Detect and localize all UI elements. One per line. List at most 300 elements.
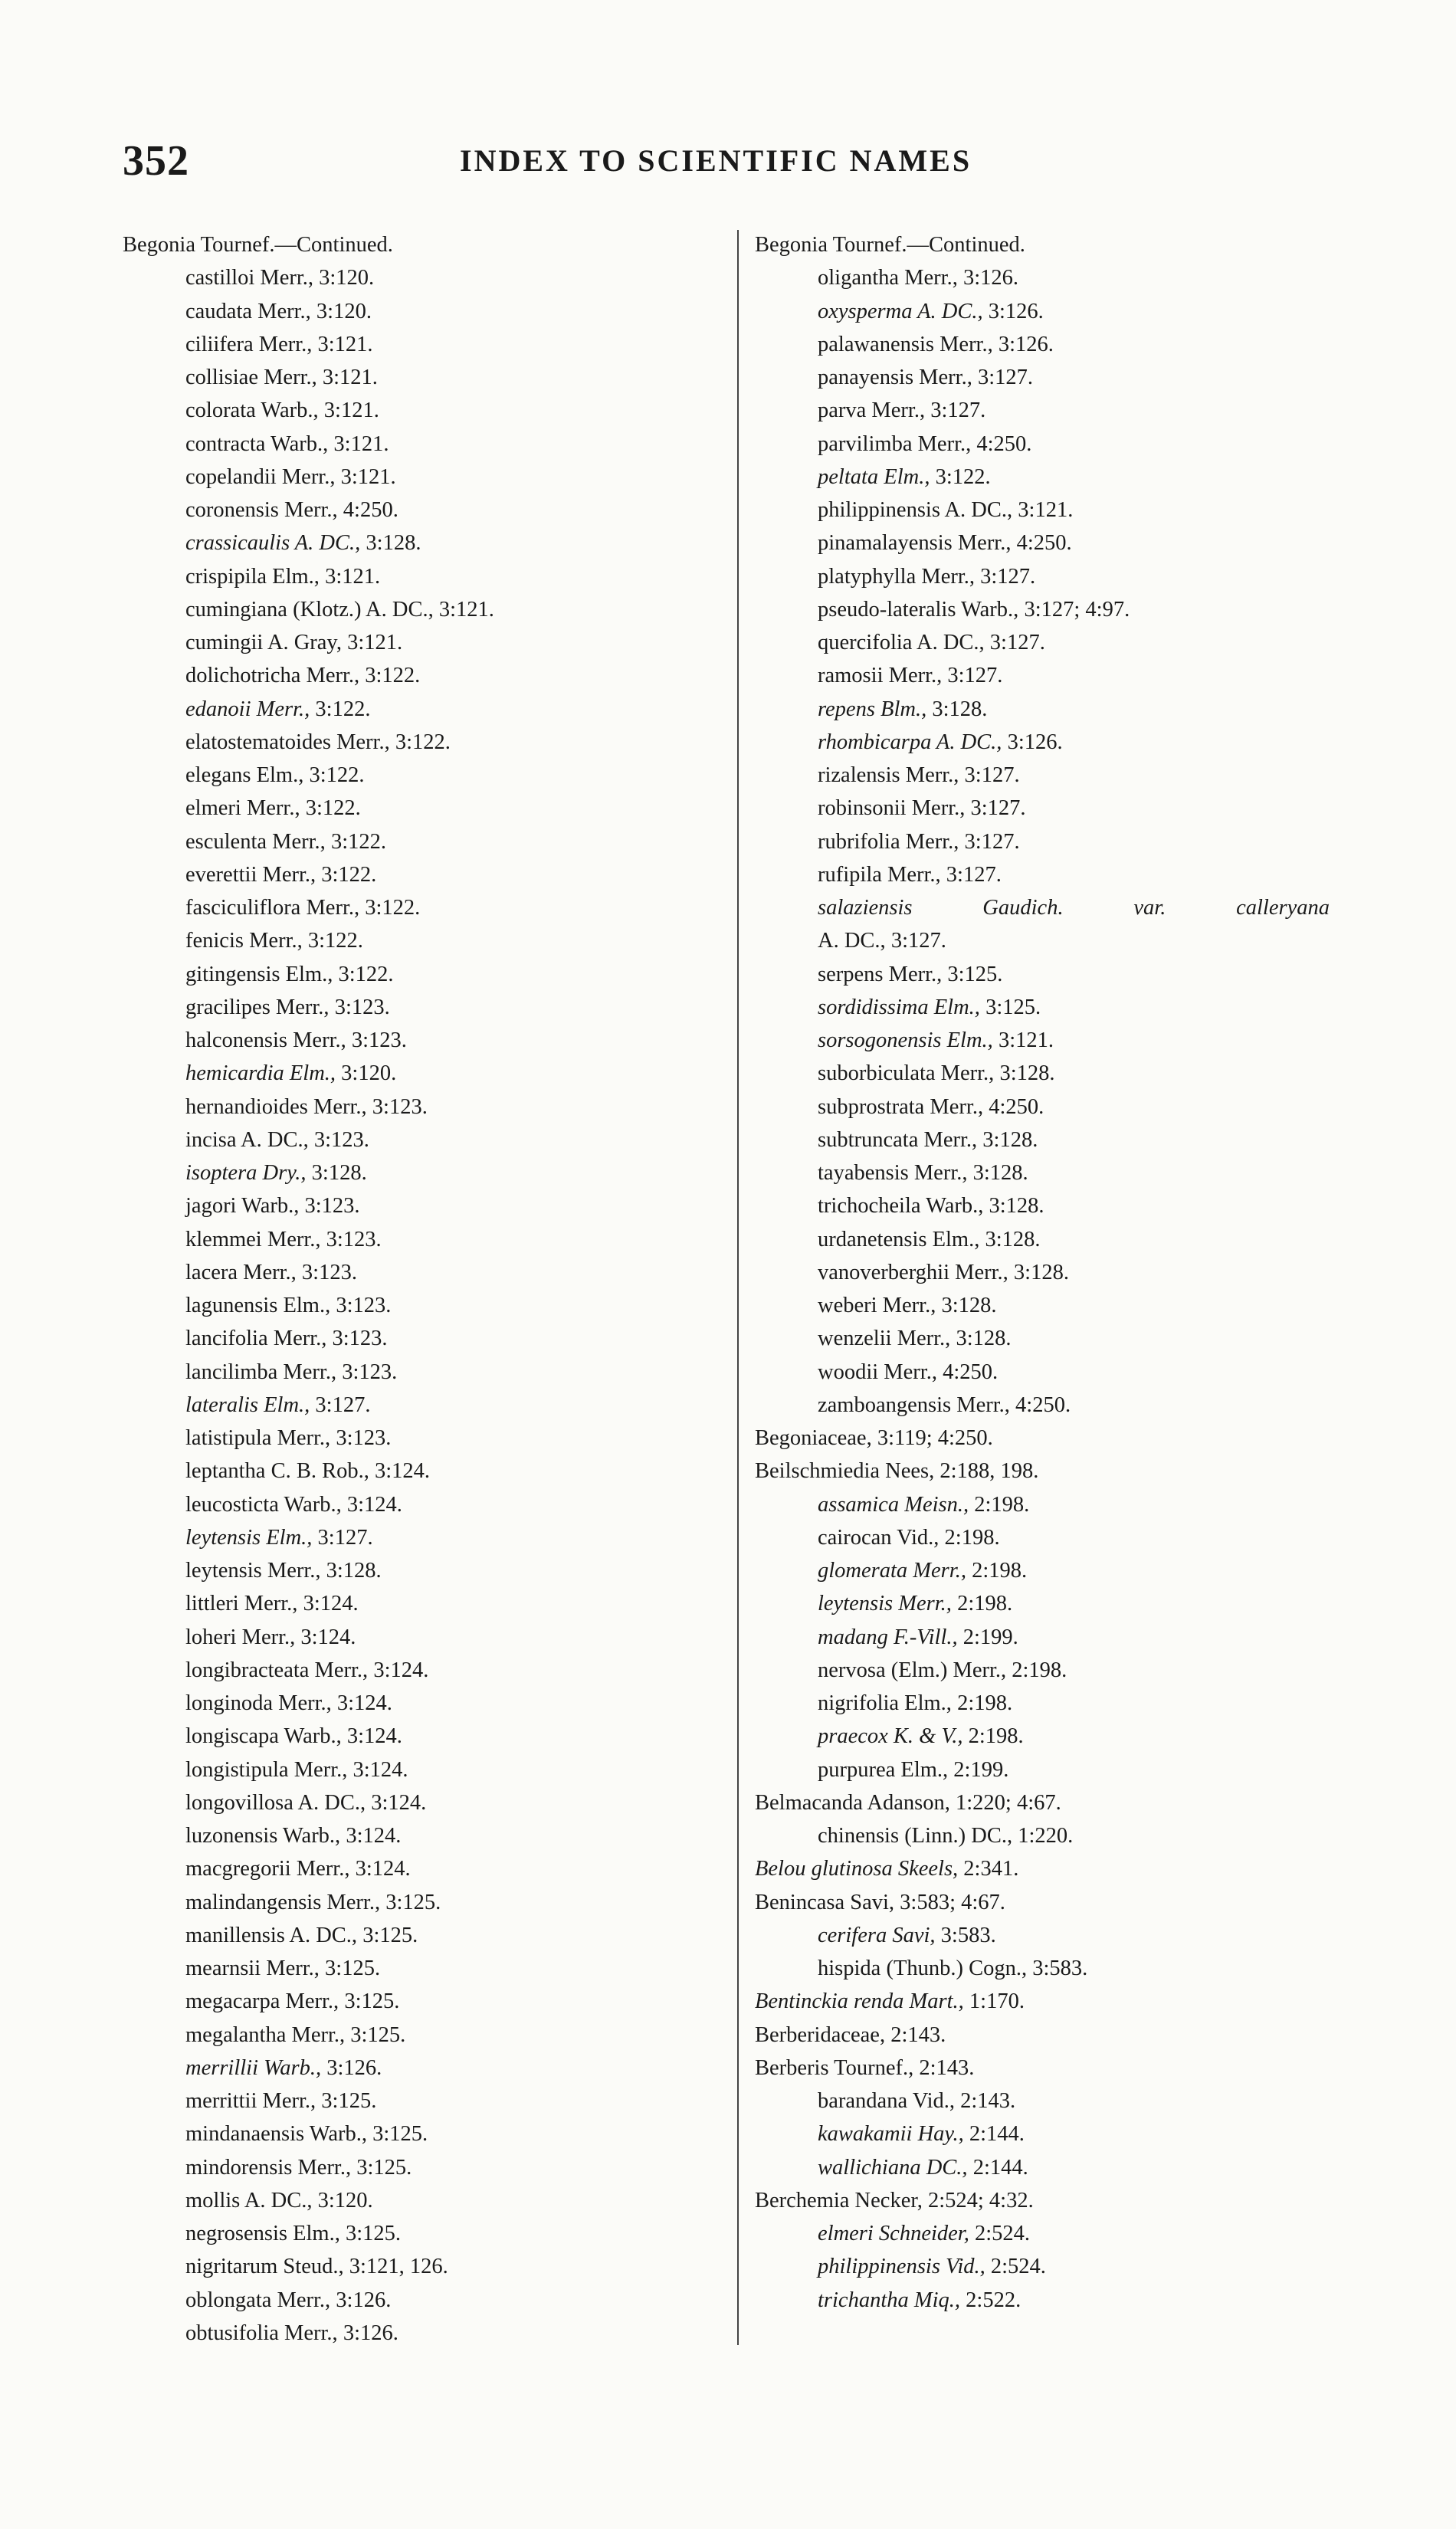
entry-name: salaziensis Gaudich. var. calleryana: [818, 896, 1330, 920]
index-entry: [123, 1455, 720, 1488]
entry-reference: 3:583.: [940, 1923, 996, 1947]
index-entry: [755, 1455, 1353, 1488]
entry-reference: 2:199.: [962, 1625, 1018, 1649]
index-entry: [123, 328, 720, 361]
entry-reference: 3:121.: [998, 1028, 1054, 1052]
entry-reference: 2:524.: [974, 2222, 1031, 2245]
entry-reference: 2:524; 4:32.: [927, 2188, 1034, 2212]
entry-name: isoptera Dry.,: [185, 1161, 307, 1185]
entry-name: elatostematoides Merr.,: [185, 730, 390, 754]
index-entry: [755, 924, 1353, 957]
entry-reference: 3:128.: [366, 531, 421, 556]
index-entry: [755, 2052, 1353, 2085]
index-entry: [123, 1189, 720, 1222]
entry-name: kawakamii Hay.,: [818, 2122, 964, 2147]
index-entry: [755, 1720, 1353, 1753]
entry-name: nervosa (Elm.) Merr.,: [818, 1658, 1007, 1682]
entry-reference: 3:127.: [970, 796, 1026, 821]
index-entry: [123, 428, 720, 461]
index-entry: [123, 1786, 720, 1819]
index-entry: [755, 1024, 1353, 1057]
entry-name: fenicis Merr.,: [185, 929, 303, 953]
entry-reference: 2:199.: [953, 1757, 1009, 1782]
index-entry: [123, 1720, 720, 1753]
index-entry: [755, 1256, 1353, 1289]
entry-reference: 3:124.: [355, 1857, 411, 1881]
index-entry: [755, 958, 1353, 991]
index-entry: [755, 526, 1353, 559]
index-entry: [123, 1289, 720, 1322]
entry-reference: 2:188, 198.: [940, 1459, 1039, 1484]
entry-reference: 2:198.: [974, 1492, 1030, 1517]
entry-name: peltata Elm.,: [818, 464, 930, 489]
index-entry: [123, 1952, 720, 1985]
entry-name: subprostrata Merr.,: [818, 1094, 984, 1119]
index-entry: [123, 858, 720, 891]
entry-name: platyphylla Merr.,: [818, 564, 975, 589]
entry-name: merrittii Merr.,: [185, 2089, 316, 2113]
entry-reference: 3:583.: [1032, 1957, 1088, 1980]
entry-reference: 3:124.: [346, 1724, 402, 1749]
index-entry: [123, 1422, 720, 1455]
entry-name: malindangensis Merr.,: [185, 1890, 381, 1914]
entry-name: parvilimba Merr.,: [818, 431, 972, 456]
index-entry: [755, 1389, 1353, 1422]
entry-reference: 3:126.: [326, 2055, 382, 2080]
index-entry: [755, 659, 1353, 692]
entry-reference: 3:127.: [317, 1525, 373, 1550]
entry-reference: 3:121.: [340, 464, 396, 489]
index-entry: [755, 1123, 1353, 1156]
entry-reference: 3:128.: [989, 1194, 1044, 1219]
index-entry: [755, 461, 1353, 494]
index-entry: [123, 593, 720, 626]
entry-name: trichocheila Warb.,: [818, 1194, 984, 1219]
index-entry: [123, 1488, 720, 1521]
entry-reference: 3:121.: [317, 332, 373, 356]
index-entry: [123, 1587, 720, 1620]
index-entry: [123, 825, 720, 858]
entry-reference: 4:250.: [1016, 531, 1072, 556]
entry-reference: 3:128.: [326, 1559, 382, 1583]
entry-reference: 3:121.: [323, 399, 379, 423]
entry-name: serpens Merr.,: [818, 962, 943, 986]
index-entry: [755, 1057, 1353, 1090]
entry-name: Belou glutinosa Skeels,: [755, 1857, 959, 1881]
entry-name: rufipila Merr.,: [818, 862, 941, 887]
entry-reference: 3:127.: [964, 763, 1020, 787]
index-entry: [123, 228, 720, 261]
entry-name: castilloi Merr.,: [185, 266, 314, 290]
entry-name: Beilschmiedia Nees,: [755, 1459, 935, 1484]
entry-name: edanoii Merr.,: [185, 697, 310, 721]
index-entry: [123, 2317, 720, 2350]
entry-name: mindorensis Merr.,: [185, 2155, 352, 2180]
index-entry: [123, 2151, 720, 2184]
entry-reference: 3:121.: [322, 366, 378, 389]
entry-name: madang F.-Vill.,: [818, 1625, 958, 1649]
index-entry: [755, 825, 1353, 858]
entry-name: klemmei Merr.,: [185, 1227, 321, 1251]
index-entry: [755, 1952, 1353, 1985]
index-entry: [123, 1322, 720, 1355]
index-entry: [123, 626, 720, 659]
entry-reference: 2:198.: [1012, 1658, 1067, 1682]
index-entry: [123, 1687, 720, 1720]
index-entry: [123, 1852, 720, 1885]
index-entry: [123, 1024, 720, 1057]
entry-reference: 3:122.: [395, 730, 451, 754]
entry-name: jagori Warb.,: [185, 1194, 300, 1219]
index-entry: [755, 1654, 1353, 1687]
index-entry: [123, 394, 720, 427]
entry-reference: 3:123.: [334, 995, 390, 1019]
index-entry: [123, 1057, 720, 1090]
entry-reference: 3:124.: [346, 1824, 402, 1848]
entry-reference: 3:125.: [344, 1989, 400, 2014]
index-entry: [123, 494, 720, 526]
entry-reference: 3:121.: [438, 597, 494, 622]
index-entry: [755, 1886, 1353, 1919]
entry-reference: 3:123.: [336, 1294, 392, 1317]
entry-reference: 3:125.: [372, 2122, 428, 2147]
entry-name: ciliifera Merr.,: [185, 332, 313, 356]
entry-reference: 2:524.: [990, 2255, 1046, 2279]
entry-reference: 3:125.: [325, 1957, 381, 1980]
entry-name: Berberidaceae,: [755, 2022, 886, 2047]
entry-reference: 2:198.: [957, 1592, 1013, 1616]
entry-reference: 3:127.: [964, 829, 1020, 854]
entry-name: lacera Merr.,: [185, 1260, 297, 1284]
entry-name: purpurea Elm.,: [818, 1757, 949, 1782]
entry-name: cumingiana (Klotz.) A. DC.,: [185, 597, 434, 622]
index-entry: [755, 2284, 1353, 2317]
index-entry: [755, 1289, 1353, 1322]
entry-name: trichantha Miq.,: [818, 2288, 961, 2312]
index-entry: [755, 261, 1353, 294]
index-entry: [123, 2284, 720, 2317]
entry-name: latistipula Merr.,: [185, 1426, 331, 1450]
entry-name: Benincasa Savi,: [755, 1890, 895, 1914]
entry-name: crispipila Elm.,: [185, 564, 320, 589]
entry-name: rhombicarpa A. DC.,: [818, 730, 1002, 754]
entry-name: Berchemia Necker,: [755, 2188, 923, 2212]
entry-reference: 3:127.: [946, 862, 1002, 887]
entry-reference: 3:126.: [1007, 730, 1063, 754]
entry-name: elmeri Schneider,: [818, 2222, 969, 2245]
entry-reference: 3:126.: [336, 2288, 392, 2312]
entry-reference: 1:170.: [969, 1989, 1025, 2014]
entry-reference: 3:128.: [956, 1327, 1012, 1351]
entry-reference: 3:123.: [313, 1127, 369, 1152]
entry-name: palawanensis Merr.,: [818, 332, 993, 356]
index-entry: [123, 1123, 720, 1156]
index-entry: [755, 361, 1353, 394]
entry-name: Begonia Tournef.—Continued.: [755, 233, 1025, 257]
index-column-right: [755, 228, 1353, 2317]
index-entry: [123, 1223, 720, 1256]
entry-reference: 2:143.: [960, 2089, 1016, 2113]
entry-reference: 3:125.: [362, 1923, 418, 1947]
entry-name: vanoverberghii Merr.,: [818, 1260, 1008, 1284]
index-entry: [123, 1753, 720, 1786]
entry-name: parva Merr.,: [818, 399, 926, 423]
entry-name: leptantha C. B. Rob.,: [185, 1459, 369, 1484]
entry-reference: 3:122.: [338, 962, 394, 986]
index-entry: [123, 2250, 720, 2283]
entry-name: manillensis A. DC.,: [185, 1923, 358, 1947]
index-entry: [755, 1985, 1353, 2018]
index-entry: [123, 1156, 720, 1189]
entry-reference: 3:123.: [301, 1260, 357, 1284]
entry-reference: 3:122.: [321, 862, 377, 887]
entry-reference: 2:522.: [966, 2288, 1021, 2312]
entry-name: woodii Merr.,: [818, 1360, 937, 1384]
entry-reference: 3:124.: [300, 1625, 356, 1649]
entry-reference: 3:125.: [321, 2089, 377, 2113]
entry-reference: 2:198.: [972, 1559, 1028, 1583]
index-entry: [123, 2184, 720, 2217]
entry-reference: 3:124.: [346, 1492, 402, 1517]
entry-name: caudata Merr.,: [185, 299, 311, 323]
index-entry: [123, 792, 720, 825]
entry-reference: 3:125.: [350, 2022, 406, 2047]
entry-reference: 3:121.: [325, 564, 381, 589]
entry-reference: 3:127.: [989, 631, 1045, 654]
index-entry: [123, 2052, 720, 2085]
entry-name: cerifera Savi,: [818, 1923, 936, 1947]
entry-name: lancifolia Merr.,: [185, 1327, 327, 1351]
entry-name: barandana Vid.,: [818, 2089, 955, 2113]
entry-name: sorsogonensis Elm.,: [818, 1028, 993, 1052]
entry-name: chinensis (Linn.) DC.,: [818, 1824, 1013, 1848]
entry-name: contracta Warb.,: [185, 431, 329, 456]
index-entry: [755, 428, 1353, 461]
index-entry: [123, 295, 720, 328]
running-head: INDEX TO SCIENTIFIC NAMES: [460, 143, 972, 178]
entry-name: nigrifolia Elm.,: [818, 1691, 952, 1715]
index-entry: [755, 1422, 1353, 1455]
index-entry: [755, 1819, 1353, 1852]
entry-name: copelandii Merr.,: [185, 464, 336, 489]
entry-name: zamboangensis Merr.,: [818, 1392, 1010, 1417]
entry-reference: 3:124.: [373, 1658, 429, 1682]
entry-name: wallichiana DC.,: [818, 2155, 968, 2180]
index-entry: [755, 1322, 1353, 1355]
index-entry: [755, 792, 1353, 825]
index-entry: [123, 759, 720, 792]
entry-name: robinsonii Merr.,: [818, 796, 966, 821]
entry-name: megalantha Merr.,: [185, 2022, 346, 2047]
entry-reference: 3:127.: [930, 399, 986, 423]
index-entry: [123, 891, 720, 924]
index-entry: [123, 693, 720, 726]
entry-reference: 3:122.: [305, 796, 361, 821]
entry-reference: 3:128.: [311, 1161, 367, 1185]
index-entry: [123, 261, 720, 294]
index-entry: [755, 1223, 1353, 1256]
entry-name: negrosensis Elm.,: [185, 2222, 340, 2245]
index-entry: [123, 1886, 720, 1919]
entry-name: assamica Meisn.,: [818, 1492, 969, 1517]
index-entry: [755, 2250, 1353, 2283]
index-entry: [123, 1654, 720, 1687]
entry-name: crassicaulis A. DC.,: [185, 531, 361, 556]
entry-name: leucosticta Warb.,: [185, 1492, 342, 1517]
entry-name: collisiae Merr.,: [185, 366, 317, 389]
entry-name: longiscapa Warb.,: [185, 1724, 342, 1749]
index-entry: [123, 726, 720, 759]
entry-name: philippinensis A. DC.,: [818, 498, 1013, 522]
entry-reference: 3:124.: [303, 1592, 359, 1616]
entry-reference: 3:127.: [315, 1392, 371, 1417]
entry-name: pseudo-lateralis Warb.,: [818, 597, 1019, 622]
entry-reference: 3:127.: [947, 664, 1003, 688]
entry-name: oblongata Merr.,: [185, 2288, 331, 2312]
entry-name: leytensis Merr.,: [185, 1559, 321, 1583]
entry-reference: 2:143.: [919, 2055, 975, 2080]
entry-reference: 3:126.: [998, 332, 1054, 356]
index-entry: [123, 2217, 720, 2250]
entry-name: megacarpa Merr.,: [185, 1989, 339, 2014]
entry-name: longovillosa A. DC.,: [185, 1790, 366, 1815]
entry-name: luzonensis Warb.,: [185, 1824, 341, 1848]
index-entry: [123, 1919, 720, 1952]
entry-reference: 3:122.: [330, 829, 386, 854]
index-entry: [755, 1753, 1353, 1786]
entry-name: Berberis Tournef.,: [755, 2055, 914, 2080]
index-entry: [755, 1554, 1353, 1587]
entry-reference: 3:125.: [345, 2222, 402, 2245]
index-entry: [755, 2117, 1353, 2150]
entry-reference: 3:121.: [347, 631, 403, 654]
entry-name: loheri Merr.,: [185, 1625, 296, 1649]
entry-name: subtruncata Merr.,: [818, 1127, 978, 1152]
entry-reference: 2:143.: [890, 2022, 946, 2047]
entry-name: sordidissima Elm.,: [818, 995, 980, 1019]
entry-name: hemicardia Elm.,: [185, 1061, 336, 1086]
index-entry: [123, 1554, 720, 1587]
entry-reference: 1:220.: [1018, 1824, 1074, 1848]
entry-reference: 3:123.: [336, 1426, 392, 1450]
index-entry: [123, 1356, 720, 1389]
index-entry: [755, 2151, 1353, 2184]
entry-name: panayensis Merr.,: [818, 366, 972, 389]
entry-reference: 3:125.: [385, 1890, 441, 1914]
index-entry: [755, 1189, 1353, 1222]
index-entry: [755, 991, 1353, 1024]
entry-reference: 3:124.: [374, 1459, 431, 1484]
entry-reference: 3:123.: [351, 1028, 407, 1052]
entry-reference: 2:198.: [944, 1525, 1000, 1550]
index-entry: [755, 328, 1353, 361]
entry-name: Belmacanda Adanson,: [755, 1790, 950, 1815]
entry-reference: 4:250.: [976, 431, 1032, 456]
entry-reference: 3:122.: [365, 664, 421, 688]
entry-reference: 3:120.: [317, 2188, 373, 2212]
entry-reference: 3:126.: [988, 299, 1044, 323]
entry-name: ramosii Merr.,: [818, 664, 943, 688]
index-entry: [755, 1587, 1353, 1620]
entry-name: glomerata Merr.,: [818, 1559, 966, 1583]
entry-name: urdanetensis Elm.,: [818, 1227, 980, 1251]
entry-reference: 3:127.: [980, 564, 1036, 589]
index-entry: [755, 1488, 1353, 1521]
entry-reference: 2:144.: [969, 2122, 1025, 2147]
index-entry: [755, 494, 1353, 526]
index-entry: [123, 1521, 720, 1554]
entry-name: elegans Elm.,: [185, 763, 304, 787]
entry-name: nigritarum Steud.,: [185, 2255, 344, 2279]
entry-reference: 3:121, 126.: [349, 2255, 448, 2279]
entry-reference: 3:123.: [372, 1094, 428, 1119]
entry-reference: 1:220; 4:67.: [955, 1790, 1061, 1815]
entry-name: colorata Warb.,: [185, 399, 319, 423]
entry-name: Bentinckia renda Mart.,: [755, 1989, 964, 2014]
entry-reference: 3:120.: [341, 1061, 397, 1086]
entry-reference: 4:250.: [1015, 1392, 1071, 1417]
index-entry: [755, 759, 1353, 792]
entry-name: coronensis Merr.,: [185, 498, 338, 522]
index-column-left: [123, 228, 720, 2350]
entry-reference: 3:128.: [932, 697, 988, 721]
entry-name: praecox K. & V.,: [818, 1724, 963, 1749]
index-entry: [123, 560, 720, 593]
entry-reference: 3:128.: [985, 1227, 1041, 1251]
index-entry: [755, 1521, 1353, 1554]
entry-reference: 3:123.: [332, 1327, 388, 1351]
entry-reference: 3:122.: [935, 464, 991, 489]
entry-name: rubrifolia Merr.,: [818, 829, 959, 854]
entry-name: oligantha Merr.,: [818, 266, 958, 290]
entry-name: incisa A. DC.,: [185, 1127, 309, 1152]
page-number: 352: [123, 137, 189, 185]
entry-name: gracilipes Merr.,: [185, 995, 330, 1019]
entry-reference: 3:121.: [1018, 498, 1074, 522]
entry-name: everettii Merr.,: [185, 862, 316, 887]
entry-name: elmeri Merr.,: [185, 796, 300, 821]
index-entry: [755, 295, 1353, 328]
entry-reference: 3:124.: [353, 1757, 408, 1782]
entry-name: quercifolia A. DC.,: [818, 631, 985, 654]
entry-name: longibracteata Merr.,: [185, 1658, 369, 1682]
entry-reference: 4:250.: [943, 1360, 999, 1384]
entry-reference: 3:124.: [336, 1691, 392, 1715]
index-entry: [123, 991, 720, 1024]
index-entry: [123, 924, 720, 957]
entry-name: lateralis Elm.,: [185, 1392, 310, 1417]
entry-reference: 3:122.: [315, 697, 371, 721]
index-entry: [123, 361, 720, 394]
index-entry: [755, 560, 1353, 593]
entry-reference: 3:122.: [309, 763, 365, 787]
index-entry: [123, 1091, 720, 1123]
entry-reference: 3:127.: [890, 929, 946, 953]
entry-reference: 3:583; 4:67.: [900, 1890, 1005, 1914]
entry-name: halconensis Merr.,: [185, 1028, 346, 1052]
index-entry: [755, 1687, 1353, 1720]
index-entry: [755, 891, 1353, 924]
entry-name: longinoda Merr.,: [185, 1691, 332, 1715]
entry-name: mearnsii Merr.,: [185, 1957, 320, 1980]
entry-reference: 3:128.: [972, 1161, 1028, 1185]
entry-reference: 3:123.: [326, 1227, 382, 1251]
entry-name: hernandioides Merr.,: [185, 1094, 367, 1119]
index-entry: [755, 2217, 1353, 2250]
entry-name: repens Blm.,: [818, 697, 927, 721]
index-entry: [755, 2019, 1353, 2052]
entry-name: pinamalayensis Merr.,: [818, 531, 1012, 556]
